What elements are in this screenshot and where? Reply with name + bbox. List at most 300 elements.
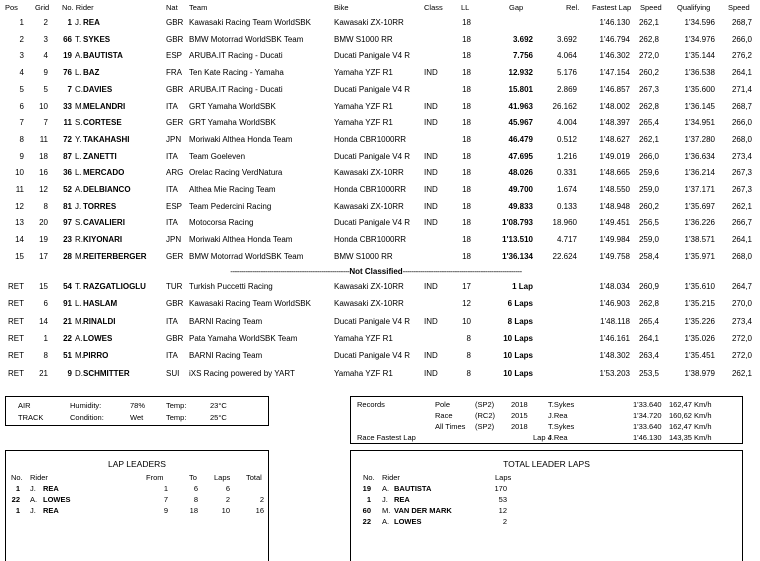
cell-nat: ITA xyxy=(166,101,178,111)
col-qspeed: Speed xyxy=(728,3,750,12)
cell-qual: 1'38.571 xyxy=(684,235,715,245)
cell-fl: 1'48.948 xyxy=(599,201,630,211)
temp-label-track: Temp: xyxy=(166,413,187,422)
cell-pos: RET xyxy=(8,368,24,378)
record-label: Race xyxy=(435,411,453,420)
cell-qual: 1'35.600 xyxy=(684,84,715,94)
table-row xyxy=(0,331,760,348)
cell-name: MERCADO xyxy=(83,168,125,178)
cell-gap: 48.026 xyxy=(508,168,533,178)
cell-no: 19 xyxy=(63,51,72,61)
cell-init: A. xyxy=(75,333,83,343)
cell-gap: 8 Laps xyxy=(507,316,533,326)
cell-speed: 265,4 xyxy=(638,316,659,326)
cell-pos: 1 xyxy=(19,18,24,27)
cell-qspeed: 268,7 xyxy=(731,18,752,27)
cell-init: J. xyxy=(75,18,82,27)
cell-nat: GER xyxy=(166,118,184,128)
cell-gap: 49.700 xyxy=(508,185,533,194)
cell-team: Moriwaki Althea Honda Team xyxy=(189,134,293,144)
cell-bike: Honda CBR1000RR xyxy=(334,235,407,245)
cell-team: Team Goeleven xyxy=(189,151,246,161)
cell-ll: 8 xyxy=(466,368,471,378)
cell-init: T. xyxy=(75,282,82,291)
cell-fl: 1'46.302 xyxy=(599,51,630,61)
lap-leader-total: 16 xyxy=(255,506,264,515)
record-speed: 162,47 Km/h xyxy=(669,422,712,431)
cell-no: 33 xyxy=(63,101,72,111)
not-classified-label: Not Classified xyxy=(349,267,403,276)
cell-team: Orelac Racing VerdNatura xyxy=(189,168,283,178)
cell-fl: 1'48.627 xyxy=(599,134,630,144)
record-code: (SP2) xyxy=(475,422,495,431)
lap-leader-total: 2 xyxy=(259,495,264,504)
table-row xyxy=(0,115,760,132)
lap-leader-laps: 2 xyxy=(225,495,230,504)
cell-grid: 6 xyxy=(43,299,48,309)
cell-grid: 15 xyxy=(39,282,48,291)
lap-leader-from: 9 xyxy=(163,506,168,515)
cell-nat: SUI xyxy=(166,368,180,378)
cell-init: R. xyxy=(75,235,83,245)
total-leader-laps: 170 xyxy=(494,484,507,493)
cell-grid: 9 xyxy=(43,68,48,78)
record-speed: 162,47 Km/h xyxy=(669,400,712,409)
cell-bike: Kawasaki ZX-10RR xyxy=(334,201,404,211)
cell-grid: 1 xyxy=(43,333,48,343)
cell-no: 11 xyxy=(63,118,72,128)
cell-bike: Yamaha YZF R1 xyxy=(334,68,393,78)
cell-team: Kawasaki Racing Team WorldSBK xyxy=(189,299,311,309)
cell-nat: GBR xyxy=(166,299,184,309)
cell-init: M. xyxy=(75,251,84,261)
cell-class: IND xyxy=(424,118,438,128)
cell-qspeed: 262,1 xyxy=(731,368,752,378)
lap-leaders-box xyxy=(5,450,269,561)
race-fastest-label: Race Fastest Lap xyxy=(357,433,416,442)
cell-name: REITERBERGER xyxy=(83,251,147,261)
lap-leaders-title: LAP LEADERS xyxy=(108,459,166,469)
ll-col-total: Total xyxy=(246,473,262,482)
cell-nat: ITA xyxy=(166,151,178,161)
cell-no: 91 xyxy=(63,299,72,309)
cell-nat: GBR xyxy=(166,18,184,27)
cell-rel: 0.331 xyxy=(556,168,577,178)
cell-name: CAVALIERI xyxy=(83,218,125,228)
weather-box xyxy=(5,396,269,426)
cell-name: MELANDRI xyxy=(83,101,126,111)
cell-grid: 11 xyxy=(39,134,48,144)
lap-leader-init: A. xyxy=(30,495,38,504)
cell-pos: 15 xyxy=(15,251,24,261)
cell-qual: 1'36.226 xyxy=(684,218,715,228)
cell-qspeed: 268,0 xyxy=(731,134,752,144)
cell-fl: 1'53.203 xyxy=(599,368,630,378)
cell-fl: 1'48.002 xyxy=(599,101,630,111)
cell-qual: 1'34.951 xyxy=(684,118,715,128)
cell-class: IND xyxy=(424,351,438,361)
cell-bike: Kawasaki ZX-10RR xyxy=(334,18,404,27)
cell-team: GRT Yamaha WorldSBK xyxy=(189,118,276,128)
cell-qual: 1'35.610 xyxy=(684,282,715,291)
cell-qspeed: 270,0 xyxy=(731,299,752,309)
col-gap: Gap xyxy=(509,3,524,12)
cell-rel: 4.064 xyxy=(556,51,577,61)
record-year: 2015 xyxy=(511,411,528,420)
cell-init: D. xyxy=(75,368,83,378)
cell-qual: 1'35.226 xyxy=(684,316,715,326)
air-temp: 23°C xyxy=(210,401,227,410)
cell-fl: 1'48.665 xyxy=(599,168,630,178)
cell-fl: 1'48.397 xyxy=(599,118,630,128)
table-row xyxy=(0,366,760,383)
cell-grid: 12 xyxy=(39,185,48,194)
cell-bike: Yamaha YZF R1 xyxy=(334,368,393,378)
cell-fl: 1'48.118 xyxy=(600,316,630,326)
cell-speed: 258,4 xyxy=(638,251,659,261)
cell-qspeed: 268,0 xyxy=(731,251,752,261)
cell-team: Moriwaki Althea Honda Team xyxy=(189,235,293,245)
table-row xyxy=(0,232,760,249)
cell-pos: 13 xyxy=(15,218,24,228)
cell-speed: 259,6 xyxy=(638,168,659,178)
cell-ll: 18 xyxy=(462,51,471,61)
cell-no: 28 xyxy=(63,251,72,261)
total-leader-no: 60 xyxy=(362,506,371,515)
lap-leader-init: J. xyxy=(30,484,36,493)
col-class: Class xyxy=(424,3,443,12)
total-leader-no: 1 xyxy=(366,495,371,504)
cell-fl: 1'49.758 xyxy=(599,251,630,261)
cell-speed: 259,0 xyxy=(638,185,659,194)
cell-qspeed: 272,0 xyxy=(731,351,752,361)
cell-bike: Ducati Panigale V4 R xyxy=(334,316,411,326)
cell-gap: 47.695 xyxy=(508,151,533,161)
cell-bike: Kawasaki ZX-10RR xyxy=(334,282,404,291)
cell-init: C. xyxy=(75,84,83,94)
cell-qspeed: 276,2 xyxy=(731,51,752,61)
cell-speed: 265,4 xyxy=(638,118,659,128)
cell-class: IND xyxy=(424,101,438,111)
record-rider: J.Rea xyxy=(548,411,568,420)
cell-class: IND xyxy=(424,68,438,78)
cell-grid: 16 xyxy=(39,168,48,178)
cell-team: Ten Kate Racing - Yamaha xyxy=(189,68,284,78)
cell-nat: GER xyxy=(166,251,184,261)
cell-gap: 1'13.510 xyxy=(502,235,533,245)
cell-gap: 15.801 xyxy=(508,84,533,94)
cell-grid: 7 xyxy=(43,118,48,128)
race-fastest-lap: Lap 4 xyxy=(533,433,552,442)
total-leader-laps-title: TOTAL LEADER LAPS xyxy=(503,459,590,469)
cell-fl: 1'49.451 xyxy=(599,218,630,228)
cell-ll: 12 xyxy=(462,299,471,309)
cell-rel: 3.692 xyxy=(556,34,577,44)
cell-qual: 1'36.145 xyxy=(684,101,715,111)
cell-team: Motocorsa Racing xyxy=(189,218,254,228)
cell-grid: 19 xyxy=(39,235,48,245)
track-label: TRACK xyxy=(18,413,44,422)
cell-class: IND xyxy=(424,168,438,178)
record-time: 1'33.640 xyxy=(633,422,662,431)
cell-team: BARNI Racing Team xyxy=(189,351,263,361)
record-year: 2018 xyxy=(511,400,528,409)
cell-nat: FRA xyxy=(166,68,182,78)
table-row xyxy=(0,314,760,331)
total-leader-name: VAN DER MARK xyxy=(394,506,452,515)
cell-speed: 262,1 xyxy=(638,18,659,27)
cell-init: A. xyxy=(75,185,83,194)
cell-speed: 256,5 xyxy=(638,218,659,228)
air-label: AIR xyxy=(18,401,31,410)
cell-bike: Honda CBR1000RR xyxy=(334,134,407,144)
cell-ll: 8 xyxy=(466,333,471,343)
humidity-value: 78% xyxy=(130,401,146,410)
table-row xyxy=(0,199,760,216)
lap-leader-name: LOWES xyxy=(43,495,71,504)
cell-fl: 1'47.154 xyxy=(599,68,630,78)
cell-no: 76 xyxy=(63,68,72,78)
cell-qspeed: 273,4 xyxy=(731,151,752,161)
record-code: (RC2) xyxy=(475,411,495,420)
cell-bike: BMW S1000 RR xyxy=(334,34,393,44)
col-pos: Pos xyxy=(5,3,18,12)
cell-qual: 1'36.214 xyxy=(684,168,715,178)
cell-qspeed: 267,3 xyxy=(731,168,752,178)
temp-label: Temp: xyxy=(166,401,187,410)
cell-name: ZANETTI xyxy=(83,151,117,161)
cell-qual: 1'36.538 xyxy=(684,68,715,78)
cell-rel: 0.512 xyxy=(556,134,577,144)
cell-team: BMW Motorrad WorldSBK Team xyxy=(189,251,304,261)
cell-pos: 4 xyxy=(19,68,24,78)
cell-team: ARUBA.IT Racing - Ducati xyxy=(189,51,283,61)
table-row xyxy=(0,165,760,182)
cell-team: Pata Yamaha WorldSBK Team xyxy=(189,333,298,343)
cell-pos: 10 xyxy=(15,168,24,178)
cell-qspeed: 262,1 xyxy=(731,201,752,211)
cell-pos: RET xyxy=(8,299,24,309)
record-speed: 160,62 Km/h xyxy=(669,411,712,420)
cell-qual: 1'35.215 xyxy=(684,299,715,309)
cell-bike: Yamaha YZF R1 xyxy=(334,333,393,343)
col-rider: No. Rider xyxy=(62,3,94,12)
total-leader-init: A. xyxy=(382,517,390,526)
cell-team: BARNI Racing Team xyxy=(189,316,263,326)
cell-init: J. xyxy=(75,201,82,211)
cell-no: 72 xyxy=(63,134,72,144)
table-row xyxy=(0,48,760,65)
cell-nat: ITA xyxy=(166,316,178,326)
cell-bike: Ducati Panigale V4 R xyxy=(334,84,411,94)
cell-speed: 260,9 xyxy=(638,282,659,291)
race-fastest-time: 1'46.130 xyxy=(633,433,662,442)
cell-fl: 1'49.019 xyxy=(599,151,630,161)
cell-class: IND xyxy=(424,368,438,378)
lap-leader-name: REA xyxy=(43,484,59,493)
cell-ll: 18 xyxy=(462,151,471,161)
ll-col-from: From xyxy=(146,473,164,482)
cell-bike: Yamaha YZF R1 xyxy=(334,118,393,128)
cell-no: 21 xyxy=(63,316,72,326)
cell-grid: 20 xyxy=(39,218,48,228)
cell-speed: 267,3 xyxy=(638,84,659,94)
cell-init: Y. xyxy=(75,134,82,144)
record-label: Pole xyxy=(435,400,451,409)
cell-gap: 45.967 xyxy=(508,118,533,128)
cell-gap: 10 Laps xyxy=(503,333,533,343)
cell-pos: 2 xyxy=(19,34,24,44)
cell-name: DAVIES xyxy=(83,84,113,94)
cell-grid: 3 xyxy=(43,34,48,44)
cell-name: TORRES xyxy=(83,201,117,211)
cell-ll: 18 xyxy=(462,251,471,261)
total-leader-no: 22 xyxy=(362,517,371,526)
cell-ll: 18 xyxy=(462,18,471,27)
cell-gap: 46.479 xyxy=(508,134,533,144)
cell-team: GRT Yamaha WorldSBK xyxy=(189,101,276,111)
cell-nat: ITA xyxy=(166,185,178,194)
cell-name: LOWES xyxy=(83,333,113,343)
condition-value: Wet xyxy=(130,413,144,422)
cell-fl: 1'48.302 xyxy=(599,351,630,361)
cell-pos: RET xyxy=(8,316,24,326)
cell-ll: 8 xyxy=(466,351,471,361)
lap-leader-to: 6 xyxy=(193,484,198,493)
cell-no: 36 xyxy=(63,168,72,178)
cell-speed: 262,8 xyxy=(638,299,659,309)
cell-no: 81 xyxy=(63,201,72,211)
cell-qual: 1'37.171 xyxy=(684,185,715,194)
cell-bike: Ducati Panigale V4 R xyxy=(334,51,411,61)
cell-qual: 1'35.026 xyxy=(684,333,715,343)
cell-bike: Honda CBR1000RR xyxy=(334,185,407,194)
table-row xyxy=(0,215,760,232)
cell-nat: JPN xyxy=(166,235,182,245)
cell-qual: 1'34.596 xyxy=(684,18,715,27)
cell-no: 23 xyxy=(63,235,72,245)
cell-gap: 41.963 xyxy=(508,101,533,111)
cell-rel: 1.216 xyxy=(556,151,577,161)
cell-rel: 4.717 xyxy=(556,235,577,245)
cell-bike: Ducati Panigale V4 R xyxy=(334,218,411,228)
record-time: 1'34.720 xyxy=(633,411,662,420)
cell-qspeed: 266,0 xyxy=(731,34,752,44)
total-leader-laps: 12 xyxy=(498,506,507,515)
cell-qual: 1'35.451 xyxy=(684,351,715,361)
table-row xyxy=(0,132,760,149)
cell-rel: 0.133 xyxy=(556,201,577,211)
cell-name: SCHMITTER xyxy=(83,368,130,378)
cell-gap: 10 Laps xyxy=(503,368,533,378)
cell-team: iXS Racing powered by YART xyxy=(189,368,295,378)
cell-qual: 1'35.697 xyxy=(684,201,715,211)
cell-name: REA xyxy=(83,18,100,27)
cell-bike: Kawasaki ZX-10RR xyxy=(334,299,404,309)
cell-pos: 9 xyxy=(19,151,24,161)
cell-fl: 1'46.857 xyxy=(599,84,630,94)
col-qualifying: Qualifying xyxy=(677,3,711,12)
cell-ll: 18 xyxy=(462,185,471,194)
cell-nat: JPN xyxy=(166,134,182,144)
cell-name: SYKES xyxy=(83,34,111,44)
cell-class: IND xyxy=(424,316,438,326)
cell-nat: ESP xyxy=(166,51,183,61)
ll-col-laps: Laps xyxy=(214,473,231,482)
cell-gap: 49.833 xyxy=(508,201,533,211)
cell-ll: 18 xyxy=(462,101,471,111)
cell-pos: 5 xyxy=(19,84,24,94)
cell-ll: 18 xyxy=(462,34,471,44)
cell-fl: 1'49.984 xyxy=(599,235,630,245)
cell-qspeed: 266,7 xyxy=(731,218,752,228)
cell-qspeed: 268,7 xyxy=(731,101,752,111)
cell-fl: 1'48.034 xyxy=(599,282,630,291)
cell-nat: GBR xyxy=(166,333,184,343)
cell-qual: 1'36.634 xyxy=(684,151,715,161)
cell-rel: 2.869 xyxy=(556,84,577,94)
cell-name: PIRRO xyxy=(83,351,109,361)
cell-ll: 18 xyxy=(462,134,471,144)
lap-leader-from: 1 xyxy=(163,484,168,493)
cell-pos: RET xyxy=(8,282,24,291)
cell-bike: Yamaha YZF R1 xyxy=(334,101,393,111)
record-code: (SP2) xyxy=(475,400,495,409)
cell-rel: 22.624 xyxy=(552,251,577,261)
cell-team: BMW Motorrad WorldSBK Team xyxy=(189,34,304,44)
cell-qual: 1'34.976 xyxy=(684,34,715,44)
record-year: 2018 xyxy=(511,422,528,431)
cell-speed: 266,0 xyxy=(638,151,659,161)
cell-speed: 260,2 xyxy=(638,68,659,78)
cell-no: 9 xyxy=(67,368,72,378)
cell-bike: Kawasaki ZX-10RR xyxy=(334,168,404,178)
ll-col-no: No. xyxy=(11,473,23,482)
cell-class: IND xyxy=(424,282,438,291)
cell-gap: 1'08.793 xyxy=(502,218,533,228)
cell-fl: 1'46.903 xyxy=(599,299,630,309)
table-row xyxy=(0,82,760,99)
cell-no: 22 xyxy=(63,333,72,343)
cell-bike: Ducati Panigale V4 R xyxy=(334,151,411,161)
cell-nat: ITA xyxy=(166,218,178,228)
cell-rel: 5.176 xyxy=(556,68,577,78)
total-leader-init: M. xyxy=(382,506,391,515)
cell-init: M. xyxy=(75,101,84,111)
lap-leader-no: 1 xyxy=(15,506,20,515)
cell-gap: 1'36.134 xyxy=(502,251,533,261)
col-ll: LL xyxy=(461,3,470,12)
cell-class: IND xyxy=(424,201,438,211)
cell-no: 7 xyxy=(67,84,72,94)
cell-init: T. xyxy=(75,34,82,44)
cell-speed: 264,1 xyxy=(638,333,659,343)
track-temp: 25°C xyxy=(210,413,227,422)
cell-speed: 253,5 xyxy=(638,368,659,378)
cell-name: KIYONARI xyxy=(83,235,123,245)
cell-ll: 10 xyxy=(462,316,471,326)
table-row xyxy=(0,182,760,199)
col-grid: Grid xyxy=(35,3,50,12)
lap-leader-from: 7 xyxy=(163,495,168,504)
cell-ll: 18 xyxy=(462,235,471,245)
cell-no: 97 xyxy=(63,218,72,228)
cell-gap: 10 Laps xyxy=(503,351,533,361)
cell-no: 1 xyxy=(67,18,72,27)
cell-init: L. xyxy=(75,168,82,178)
cell-team: ARUBA.IT Racing - Ducati xyxy=(189,84,283,94)
col-team: Team xyxy=(189,3,208,12)
